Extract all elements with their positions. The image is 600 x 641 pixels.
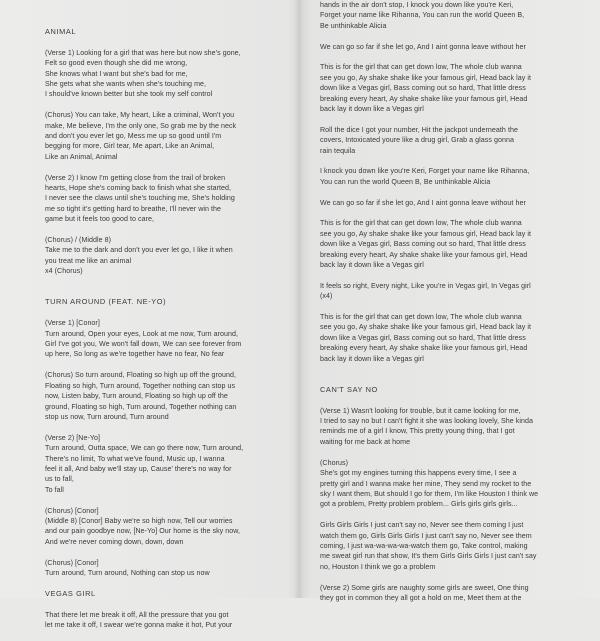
lyric-paragraph: (Verse 1) Looking for a girl that was here but now she's gone, Felt so good even though she did me wrong, She knows what I want but she's bad for me, She gets what she wants when she's touching me, I should've known better but she took my self control [45, 48, 241, 99]
song-title: VEGAS GIRL [45, 588, 96, 598]
lyric-paragraph: This is for the girl that can get down low, The whole club wanna see you go, Ay shake shake like your famous girl, Head back lay it down like a Vegas girl, Bass coming out so hard, That little dress breaking every heart, Ay shake shake like your famous girl, Head back lay it down like a Vegas girl [320, 63, 531, 114]
song-spacer [45, 287, 303, 297]
lyric-paragraph: It feels so right, Every night, Like you're in Vegas girl, In Vegas girl (x4) [320, 281, 531, 301]
lyric-paragraph: (Chorus) So turn around, Floating so high up off the ground, Floating so high, Turn around, Together nothing can stop us now, Listen baby, Turn around, Floating so high up off the ground, Floating so high, Turn around, Together nothing can stop us now, Turn around, Turn around [45, 371, 237, 421]
lyric-paragraph: (Chorus) She's got my engines turning this happens every time, I see a pretty girl and I wanna make her mine, They send my rocket to the sky I want them, But should I go for them, I'm like Houston I think we got a problem, Pretty problem problem... Girls girls girls girls... [320, 458, 539, 509]
lyric-paragraph: (Chorus) You can take, My heart, Like a criminal, Won't you make, Me believe, I'm the only one, So grab me by the neck and don't you ever let go, Mess me up so good until I'm begging for more, Girl tear, Me apart, Like an Animal, Like an Animal, Animal [45, 111, 237, 161]
left-lyrics-column [45, 27, 303, 641]
lyric-paragraph: (Verse 1) Wasn't looking for trouble, but it came looking for me, I tried to say no but I can't fight it she was looking lovely, She kinda reminds me of a girl I know, This pretty young thing, that I got waiting for me back at home [320, 406, 534, 446]
song-title: TURN AROUND (FEAT. NE-YO) [45, 297, 167, 307]
lyric-paragraph: (Chorus) [Conor] (Middle 8) [Conor] Baby we're so high now, Tell our worries and our pain goodbye now, [Ne-Yo] Our home is the sky now, And we're never coming down, down, down [45, 506, 241, 546]
lyric-paragraph: (Chorus) [Conor] Turn around, Turn around, Nothing can stop us now [45, 558, 210, 577]
lyric-paragraph: (Verse 1) [Conor] Turn around, Open your eyes, Look at me now, Turn around, Girl I've got you, We won't fall down, We can see forever from up here, So long as we're together have no fear, No fear [45, 319, 242, 359]
lyric-paragraph: Girls Girls Girls I just can't say no, Never see them coming I just watch them go, Girls Girls Girls I just can't say no, Never see them coming, I just wa-wa-wa-wa-watch them go, Take control, making me sweat girl run that show, It's them Girls Girls Girls I just can't say no, Houston I think we go a problem [320, 521, 537, 571]
lyric-paragraph: hands in the air don't stop, I knock you down like you're Keri, Forget your name like Rihanna, You can run the world Queen B, Be unthinkable Alicia [320, 1, 525, 30]
right-lyrics-column [320, 0, 578, 614]
lyric-paragraph: (Verse 2) I know I'm getting close from the trail of broken hearts, Hope she's coming back to finish what she started, I never see the claws until she's touching me, She's holding me so tight it's getting hard to breathe, I'll never win the game but it feels too good to care, [45, 173, 235, 224]
lyric-paragraph: Roll the dice I got your number, Hit the jackpot underneath the covers, Intoxicated youre like a drug girl, Grab a glass gonna rain tequila [320, 125, 518, 155]
lyric-paragraph: This is for the girl that can get down low, The whole club wanna see you go, Ay shake shake like your famous girl, Head back lay it down like a Vegas girl, Bass coming out so hard, That little dress breaking every heart, Ay shake shake like your famous girl, Head back lay it down like a Vegas girl [320, 219, 531, 270]
lyric-paragraph: I knock you down like you're Keri, Forget your name like Rihanna, You can run the world Queen B, Be unthinkable Alicia [320, 167, 530, 186]
song-title: CAN'T SAY NO [320, 384, 378, 394]
lyric-paragraph: We can go so far if she let go, And I aint gonna leave without her [320, 198, 526, 207]
lyric-paragraph: (Verse 2) Some girls are naughty some girls are sweet, One thing they got in common they all got a hold on me, Meet them at the [320, 583, 529, 602]
song-spacer [320, 374, 578, 384]
lyric-paragraph: We can go so far if she let go, And I aint gonna leave without her [320, 42, 526, 51]
lyric-paragraph: This is for the girl that can get down low, The whole club wanna see you go, Ay shake shake like your famous girl, Head back lay it down like a Vegas girl, Bass coming out so hard, That little dress breaking every heart, Ay shake shake like your famous girl, Head back lay it down like a Vegas girl [320, 313, 531, 363]
lyric-paragraph: That there let me break it off, All the pressure that you got let me take it off, I swear we're gonna make it hot, Put your [45, 610, 233, 629]
lyric-paragraph: (Verse 2) [Ne-Yo] Turn around, Outta space, We can go there now, Turn around, There's no limit, To what we've found, Music up, I wanna feel it all, And baby we'll stay up, Cause' there's no way for us to fall, To fall [45, 433, 244, 494]
lyric-paragraph: (Chorus) / (Middle 8) Take me to the dark and don't you ever let go, I like it when you treat me like an animal x4 (Chorus) [45, 236, 233, 276]
song-title: ANIMAL [45, 27, 77, 36]
